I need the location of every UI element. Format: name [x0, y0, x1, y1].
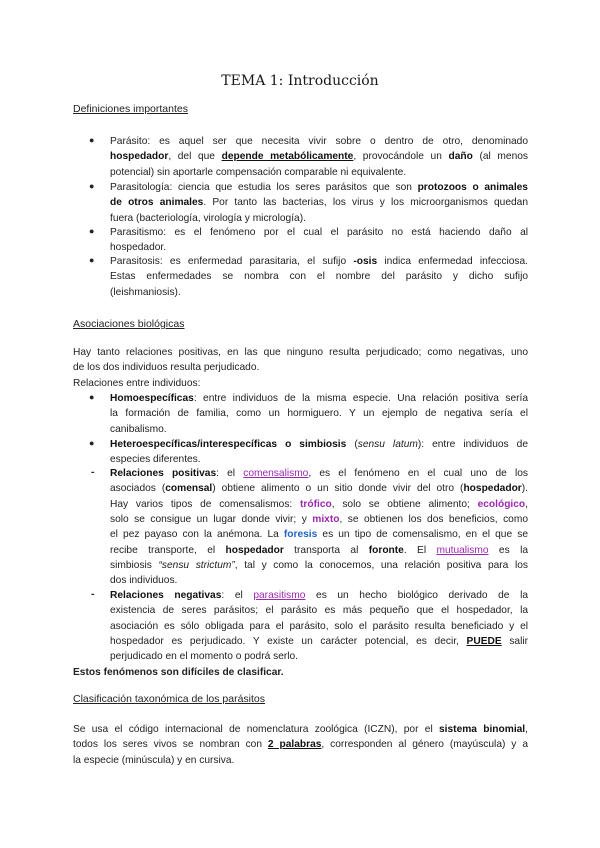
inline-emphasis: foronte: [368, 544, 404, 556]
definicion-line: de otros animales. Por tanto las bacterias, los virus y los microorganismos quedan: [110, 197, 529, 209]
bullet-icon: ●: [89, 255, 95, 265]
inline-emphasis: Heteroespecíficas/interespecíficas o simbiosis: [110, 439, 347, 450]
heading-clasificacion: Clasificación taxonómica de los parásitos: [73, 693, 266, 705]
definicion-line: Parasitismo: es el fenómeno por el cual el parásito no está haciendo daño al: [110, 227, 528, 238]
definicion-line: Estas enfermedades se nombra con el nombre del parásito y dicho sufijo: [110, 271, 528, 283]
negativas-line: Relaciones negativas: el parasitismo es un hecho biológico derivado de la: [110, 590, 528, 601]
definicion-line: (leishmaniosis).: [110, 286, 181, 298]
definicion-line: fuera (bacteriología, virología y micrología).: [110, 212, 306, 224]
bullet-icon: ●: [89, 226, 95, 236]
clasificacion-line: la especie (minúscula) y en cursiva.: [73, 754, 235, 766]
definicion-line: Parasitología: ciencia que estudia los seres parásitos que son protozoos o animales: [110, 182, 528, 193]
inline-emphasis: 2 palabras: [267, 739, 322, 751]
inline-emphasis: Homoespecíficas: [110, 393, 194, 404]
bullet-icon: ●: [89, 135, 95, 145]
intro-line: Hay tanto relaciones positivas, en las que ninguno resulta perjudicado; como negativas, uno: [73, 347, 528, 358]
intro-line: de los dos individuos resulta perjudicado.: [73, 362, 260, 374]
closing-text: Estos fenómenos son difíciles de clasificar.: [73, 667, 284, 678]
inline-emphasis: parasitismo: [253, 590, 306, 601]
dash-icon: -: [91, 588, 95, 600]
positivas-line: recibe transporte, el hospedador transporta al foronte. El mutualismo es la: [110, 544, 528, 556]
inline-emphasis: Relaciones positivas: [110, 468, 217, 479]
inline-emphasis: -osis: [353, 256, 378, 267]
inline-emphasis: depende metabólicamente: [221, 151, 354, 163]
negativas-line: existencia de seres parásitos; el parásito es más pequeño que el hospedador, la: [110, 605, 528, 617]
inline-emphasis: daño: [448, 151, 473, 163]
homo-line: canibalismo.: [110, 423, 167, 435]
hetero-line: especies diferentes.: [110, 454, 201, 466]
inline-emphasis: mixto: [312, 513, 340, 525]
page-title: TEMA 1: Introducción: [221, 73, 379, 89]
inline-emphasis: comensal: [165, 483, 213, 495]
positivas-line: el pez payaso con la anémona. La foresis es un tipo de comensalismo, en el que se: [110, 529, 528, 541]
clasificacion-line: todos los seres vivos se nombran con 2 palabras, corresponden al género (mayúscula) y a: [73, 739, 528, 751]
inline-emphasis: comensalismo: [243, 468, 309, 479]
hetero-line: Heteroespecíficas/interespecíficas o simbiosis (sensu latum): entre individuos de: [110, 439, 528, 450]
inline-emphasis: trófico: [300, 498, 332, 510]
homo-line: la formación de familia, como un hormiguero. Y un ejemplo de negativa sería el: [110, 408, 528, 420]
positivas-line: Hay varios tipos de comensalismos: trófico, solo se obtiene alimento; ecológico,: [110, 498, 528, 510]
homo-line: Homoespecíficas: entre individuos de la misma especie. Una relación positiva sería: [110, 393, 528, 404]
inline-emphasis: mutualismo: [436, 544, 489, 556]
bullet-icon: ●: [89, 392, 95, 402]
definicion-line: Parasitosis: es enfermedad parasitaria, el sufijo -osis indica enfermedad infecciosa.: [110, 256, 528, 267]
inline-emphasis: sistema binomial: [439, 724, 526, 735]
definicion-line: hospedador, del que depende metabólicamente, provocándole un daño (al menos: [110, 151, 528, 163]
definicion-line: Parásito: es aquel ser que necesita vivir sobre o dentro de otro, denominado: [110, 136, 528, 147]
positivas-line: dos individuos.: [110, 575, 178, 587]
heading-definiciones: Definiciones importantes: [73, 103, 188, 115]
inline-emphasis: hospedador: [110, 151, 169, 163]
inline-emphasis: PUEDE: [466, 635, 502, 647]
definicion-line: hospedador.: [110, 242, 167, 254]
positivas-line: Relaciones positivas: el comensalismo, es el fenómeno en el cual uno de los: [110, 468, 529, 479]
inline-emphasis: hospedador: [225, 544, 284, 556]
inline-emphasis: protozoos o animales: [417, 182, 528, 193]
inline-emphasis: Relaciones negativas: [110, 590, 222, 601]
bullet-icon: ●: [89, 181, 95, 191]
inline-emphasis: ecológico: [477, 498, 526, 510]
clasificacion-line: Se usa el código internacional de nomenclatura zoológica (ICZN), por el sistema binomial,: [73, 724, 528, 735]
bullet-icon: ●: [89, 438, 95, 448]
positivas-line: asociados (comensal) obtiene alimento o un sitio donde vivir del otro (hospedador).: [110, 483, 528, 495]
inline-emphasis: hospedador: [463, 483, 522, 495]
dash-icon: -: [91, 466, 95, 478]
inline-emphasis: foresis: [283, 529, 318, 541]
negativas-line: hospedador es perjudicado. Y existe un carácter potencial, es decir, PUEDE salir: [110, 635, 528, 647]
heading-asociaciones: Asociaciones biológicas: [73, 318, 185, 330]
negativas-line: perjudicado en el momento o podrá serlo.: [110, 651, 299, 663]
negativas-line: asociación es sólo obligada para el parásito, solo el parásito resulta beneficiado y el: [110, 620, 528, 632]
inline-emphasis: sensu latum: [357, 439, 418, 450]
inline-emphasis: “sensu strictum”: [158, 559, 235, 571]
positivas-line: solo se consigue un lugar donde vivir; y mixto, se obtienen los dos beneficios, como: [110, 513, 528, 525]
definicion-line: potencial) sin aportarle compensación comparable ni equivalente.: [110, 166, 407, 178]
positivas-line: simbiosis “sensu strictum”, tal y como la conocemos, una relación positiva para los: [110, 559, 528, 571]
inline-emphasis: de otros animales: [110, 197, 204, 209]
intro-line: Relaciones entre individuos:: [73, 377, 201, 389]
